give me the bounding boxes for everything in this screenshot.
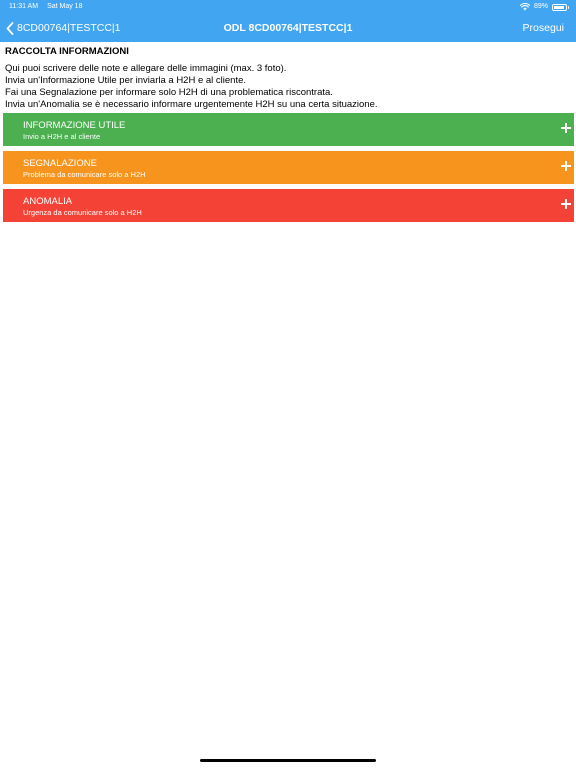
- intro-text: [5, 63, 571, 111]
- category-segnalazione[interactable]: [3, 151, 574, 184]
- prosegui-button[interactable]: Prosegui: [522, 22, 564, 34]
- status-right: [520, 0, 567, 14]
- page-title: ODL 8CD00764|TESTCC|1: [223, 22, 353, 34]
- category-title: INFORMAZIONE UTILE: [23, 120, 126, 131]
- category-subtitle: Invio a H2H e al cliente: [23, 132, 101, 141]
- plus-icon[interactable]: [561, 161, 571, 171]
- wifi-icon: [520, 3, 530, 11]
- category-subtitle: Urgenza da comunicare solo a H2H: [23, 208, 142, 217]
- battery-level: [554, 6, 564, 9]
- header: [0, 0, 576, 42]
- intro-line: Invia un'Informazione Utile per inviarla a H2H e al cliente.: [5, 75, 247, 86]
- intro-line: Invia un'Anomalia se è necessario informare urgentemente H2H su una certa situazione.: [5, 99, 378, 110]
- category-anomalia[interactable]: [3, 189, 574, 222]
- category-informazione-utile[interactable]: [3, 113, 574, 146]
- status-time: 11:31 AM: [9, 3, 39, 10]
- category-title: ANOMALIA: [23, 196, 73, 207]
- plus-icon[interactable]: [561, 199, 571, 209]
- back-label: 8CD00764|TESTCC|1: [17, 22, 121, 34]
- battery-percent: 89%: [533, 3, 548, 10]
- section-title: RACCOLTA INFORMAZIONI: [5, 46, 129, 57]
- category-list: [3, 113, 574, 227]
- plus-icon[interactable]: [561, 123, 571, 133]
- status-left: [9, 0, 82, 14]
- status-bar: [0, 0, 576, 14]
- status-date: Sat May 18: [47, 3, 83, 10]
- intro-line: Qui puoi scrivere delle note e allegare delle immagini (max. 3 foto).: [5, 63, 287, 74]
- home-indicator: [200, 759, 376, 762]
- chevron-left-icon: [6, 22, 14, 35]
- battery-icon: [552, 4, 567, 11]
- category-title: SEGNALAZIONE: [23, 158, 97, 169]
- back-button[interactable]: [6, 14, 121, 42]
- intro-line: Fai una Segnalazione per informare solo H2H di una problematica riscontrata.: [5, 87, 333, 98]
- nav-bar: [0, 14, 576, 42]
- info-section: [5, 46, 571, 111]
- category-subtitle: Problema da comunicare solo a H2H: [23, 170, 146, 179]
